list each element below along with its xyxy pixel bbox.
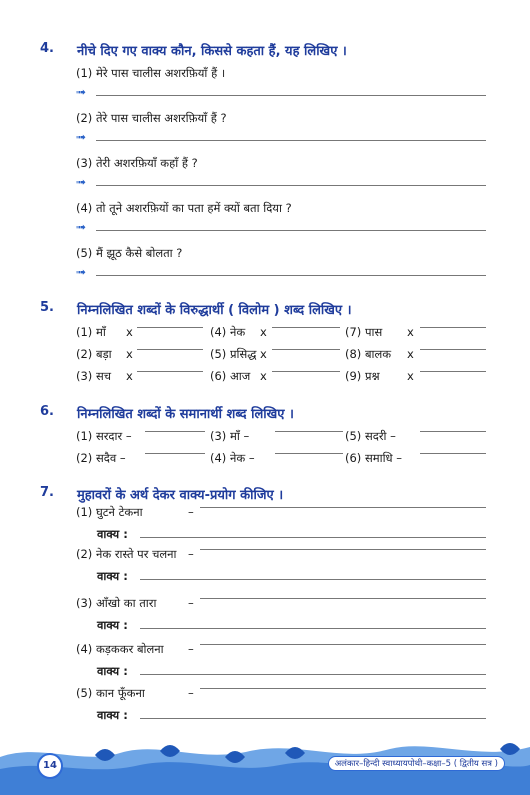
blank[interactable]: [137, 371, 203, 372]
q6-number: 6.: [40, 404, 54, 419]
meaning-line[interactable]: [200, 598, 486, 599]
q6-word: (3) माँ –: [210, 429, 250, 443]
arrow-icon: ➟: [76, 130, 87, 144]
sentence-line[interactable]: [140, 674, 486, 675]
q4-number: 4.: [40, 41, 54, 56]
blank[interactable]: [272, 371, 340, 372]
q7-idiom: (3) आँखो का तारा: [76, 596, 157, 610]
arrow-icon: ➟: [76, 175, 87, 189]
x-mark: x: [126, 325, 133, 339]
blank[interactable]: [145, 453, 205, 454]
arrow-icon: ➟: [76, 220, 87, 234]
vakya-label: वाक्य :: [97, 708, 128, 722]
q4-item-3: (3) तेरी अशरफ़ियाँ कहाँ हैं ?: [76, 156, 198, 170]
q6-word: (6) समाधि –: [345, 451, 403, 465]
blank[interactable]: [420, 431, 486, 432]
q5-word: (5) प्रसिद्ध: [210, 347, 257, 361]
arrow-icon: ➟: [76, 85, 87, 99]
q7-title: मुहावरों के अर्थ देकर वाक्य-प्रयोग कीजिए ।: [77, 488, 284, 503]
vakya-label: वाक्य :: [97, 527, 128, 541]
dash: –: [188, 505, 194, 519]
x-mark: x: [260, 369, 267, 383]
q5-word: (4) नेक: [210, 325, 246, 339]
sentence-line[interactable]: [140, 537, 486, 538]
blank[interactable]: [275, 453, 343, 454]
blank[interactable]: [420, 453, 486, 454]
answer-line-4[interactable]: [96, 230, 486, 231]
blank[interactable]: [137, 327, 203, 328]
answer-line-5[interactable]: [96, 275, 486, 276]
book-title: अलंकार–हिन्दी स्वाध्यायपोथी–कक्षा–5 ( द्वितीय सत्र ): [328, 756, 505, 771]
blank[interactable]: [420, 349, 486, 350]
blank[interactable]: [137, 349, 203, 350]
arrow-icon: ➟: [76, 265, 87, 279]
q6-word: (5) सदरी –: [345, 429, 396, 443]
vakya-label: वाक्य :: [97, 618, 128, 632]
q5-word: (1) माँ: [76, 325, 106, 339]
blank[interactable]: [272, 349, 340, 350]
page-number: 14: [37, 753, 63, 779]
sentence-line[interactable]: [140, 718, 486, 719]
x-mark: x: [126, 369, 133, 383]
meaning-line[interactable]: [200, 688, 486, 689]
blank[interactable]: [275, 431, 343, 432]
q6-word: (2) सदैव –: [76, 451, 126, 465]
meaning-line[interactable]: [200, 549, 486, 550]
q4-title: नीचे दिए गए वाक्य कौन, किससे कहता हैं, यह लिखिए ।: [77, 44, 347, 59]
vakya-label: वाक्य :: [97, 569, 128, 583]
sentence-line[interactable]: [140, 579, 486, 580]
x-mark: x: [260, 347, 267, 361]
blank[interactable]: [420, 371, 486, 372]
q7-idiom: (2) नेक रास्ते पर चलना: [76, 547, 177, 561]
q7-idiom: (4) कड़ककर बोलना: [76, 642, 164, 656]
q4-item-5: (5) मैं झूठ कैसे बोलता ?: [76, 246, 183, 260]
q5-word: (2) बड़ा: [76, 347, 112, 361]
answer-line-3[interactable]: [96, 185, 486, 186]
dash: –: [188, 642, 194, 656]
q7-idiom: (1) घुटने टेकना: [76, 505, 143, 519]
x-mark: x: [407, 369, 414, 383]
q6-title: निम्नलिखित शब्दों के समानार्थी शब्द लिखिए ।: [77, 407, 294, 422]
dash: –: [188, 686, 194, 700]
q5-word: (3) सच: [76, 369, 112, 383]
q4-item-1: (1) मेरे पास चालीस अशरफ़ियाँ हैं ।: [76, 66, 226, 80]
q7-idiom: (5) कान फूँकना: [76, 686, 145, 700]
answer-line-1[interactable]: [96, 95, 486, 96]
q5-title: निम्नलिखित शब्दों के विरुद्धार्थी ( विलोम ) शब्द लिखिए ।: [77, 303, 352, 318]
q7-number: 7.: [40, 485, 54, 500]
answer-line-2[interactable]: [96, 140, 486, 141]
sentence-line[interactable]: [140, 628, 486, 629]
x-mark: x: [407, 325, 414, 339]
q5-word: (9) प्रश्न: [345, 369, 380, 383]
q5-word: (8) बालक: [345, 347, 392, 361]
q6-word: (4) नेक –: [210, 451, 255, 465]
q6-word: (1) सरदार –: [76, 429, 132, 443]
q5-word: (6) आज: [210, 369, 251, 383]
meaning-line[interactable]: [200, 507, 486, 508]
meaning-line[interactable]: [200, 644, 486, 645]
x-mark: x: [407, 347, 414, 361]
blank[interactable]: [145, 431, 205, 432]
q4-item-2: (2) तेरे पास चालीस अशरफ़ियाँ हैं ?: [76, 111, 227, 125]
blank[interactable]: [420, 327, 486, 328]
q5-word: (7) पास: [345, 325, 383, 339]
vakya-label: वाक्य :: [97, 664, 128, 678]
q5-number: 5.: [40, 300, 54, 315]
x-mark: x: [126, 347, 133, 361]
blank[interactable]: [272, 327, 340, 328]
dash: –: [188, 596, 194, 610]
dash: –: [188, 547, 194, 561]
x-mark: x: [260, 325, 267, 339]
q4-item-4: (4) तो तूने अशरफ़ियों का पता हमें क्यों बता दिया ?: [76, 201, 292, 215]
